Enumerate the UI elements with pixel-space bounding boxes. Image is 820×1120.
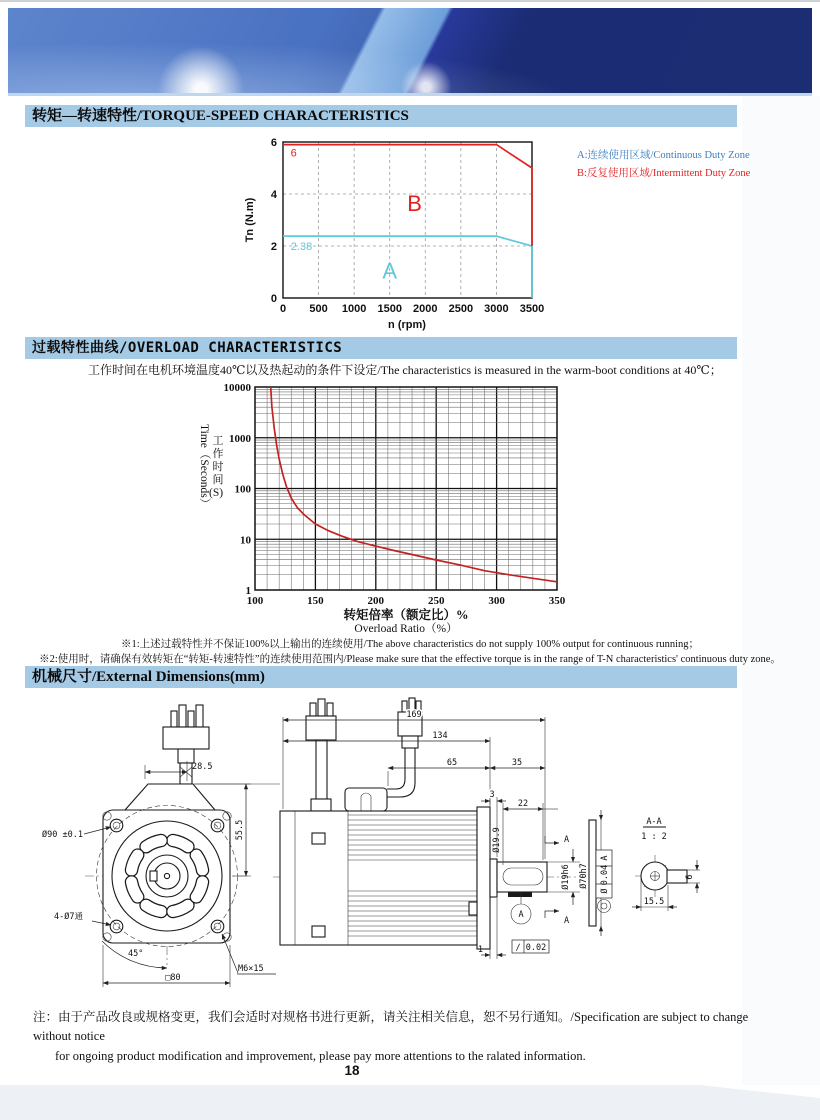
torque-xaxis-label: n (rpm) <box>388 319 426 331</box>
overload-condition-text: 工作时间在电机环境温度40℃以及热起动的条件下设定/The characteristics is measured in the warm-boot conditions at 40℃； <box>88 363 722 377</box>
x-tick-label: 100 <box>246 595 264 607</box>
front-view <box>42 705 280 987</box>
overload-note-2: ※2:使用时，请确保有效转矩在“转矩-转速特性”的连续使用范围内/Please make sure that the effective torque is in the range of T-N characteristics' continuous duty zone。 <box>39 654 781 665</box>
svg-text:作: 作 <box>212 448 224 460</box>
dim-169: 169 <box>406 710 422 720</box>
overload-curve <box>271 387 557 582</box>
x-tick-label: 1500 <box>377 303 402 315</box>
footer-note <box>33 1008 751 1066</box>
y-tick-label: 2 <box>270 241 277 253</box>
torque-chart-yticks <box>271 137 278 305</box>
dim-d19-9: Ø19.9 <box>492 827 502 853</box>
side-connector-left <box>306 699 336 811</box>
y-tick-label: 1 <box>245 585 251 597</box>
section-scale: 1 : 2 <box>641 832 667 842</box>
section-title-overload: 过载特性曲线/OVERLOAD CHARACTERISTICS <box>25 337 737 359</box>
motor-shaft <box>497 862 547 892</box>
overload-xaxis-label-cn: 转矩倍率（额定比）% <box>343 608 469 622</box>
motor-flange <box>477 807 490 949</box>
y-tick-label: 1000 <box>229 432 251 445</box>
y-tick-label: 100 <box>234 483 251 496</box>
runout-value: 0.02 <box>525 943 547 953</box>
x-tick-label: 300 <box>488 595 505 607</box>
x-tick-label: 1000 <box>341 303 367 315</box>
torque-chart-xticks <box>280 303 544 315</box>
series-line <box>283 236 532 298</box>
front-keyway <box>150 871 157 881</box>
front-cable-cover <box>125 784 215 810</box>
overload-chart <box>185 372 605 634</box>
x-tick-label: 2500 <box>448 303 474 315</box>
legend-continuous-zone: A:连续使用区域/Continuous Duty Zone <box>577 150 750 161</box>
side-view <box>273 698 612 959</box>
chart-annotation: B <box>407 190 422 216</box>
overload-yaxis-unit: (S) <box>209 487 224 499</box>
svg-text:时: 时 <box>212 461 224 473</box>
side-cable-cover <box>345 788 387 811</box>
x-tick-label: 0 <box>279 303 287 315</box>
chart-annotation: 6 <box>290 147 297 160</box>
datum-label: A <box>518 910 524 920</box>
x-tick-label: 2000 <box>413 303 438 315</box>
section-title-dimensions: 机械尺寸/External Dimensions(mm) <box>25 666 737 688</box>
page-top-rule <box>0 0 820 2</box>
y-tick-label: 10 <box>240 534 251 547</box>
flange-edge-view <box>578 810 612 936</box>
torque-chart-frame <box>283 142 532 298</box>
cut-label-bottom: A <box>564 916 570 926</box>
x-tick-label: 150 <box>307 595 324 607</box>
dim-1: 1 <box>477 945 483 955</box>
key-section <box>667 870 687 883</box>
tolerance-value: 0.04 <box>600 864 610 886</box>
dim-d19h6: Ø19h6 <box>561 864 571 890</box>
header-banner <box>8 8 812 96</box>
dim-65: 65 <box>446 758 458 768</box>
torque-chart-grid <box>283 142 532 298</box>
y-tick-label: 10000 <box>223 382 251 394</box>
dim-35: 35 <box>511 758 523 768</box>
cut-label-top: A <box>564 835 570 845</box>
dim-28-5: 28.5 <box>192 762 213 772</box>
datum-target-icon <box>598 900 611 913</box>
y-tick-label: 6 <box>270 137 277 149</box>
legend-intermittent-zone: B:反复使用区域/Intermittent Duty Zone <box>577 168 751 179</box>
svg-text:工: 工 <box>212 435 224 447</box>
footer-strip <box>0 1085 820 1120</box>
x-tick-label: 200 <box>367 595 385 607</box>
x-tick-label: 3000 <box>484 303 509 315</box>
overload-chart-xticks <box>247 595 566 607</box>
torque-chart-annotations <box>291 147 422 283</box>
x-tick-label: 500 <box>309 303 328 315</box>
footer-note-line2: for ongoing product modification and improvement, please pay more attentions to the ralated information. <box>55 1048 586 1063</box>
footer-note-prefix: 注： <box>33 1010 59 1024</box>
chart-annotation: A <box>382 258 398 284</box>
overload-yaxis-label-cn <box>213 434 224 486</box>
section-title-torque-speed: 转矩—转速特性/TORQUE-SPEED CHARACTERISTICS <box>25 105 737 127</box>
section-aa-view <box>632 817 700 911</box>
dim-15-5: 15.5 <box>643 897 665 907</box>
overload-chart-curve <box>271 387 557 582</box>
dim-6: 6 <box>685 874 695 880</box>
overload-note-1: ※1:上述过载特性并不保证100%以上输出的连续使用/The above characteristics do not supply 100% output for continuous running； <box>120 639 699 650</box>
dim-134: 134 <box>432 731 448 741</box>
chart-annotation: 2.38 <box>290 240 313 253</box>
x-tick-label: 250 <box>427 595 445 607</box>
dim-55-5: 55.5 <box>235 819 245 841</box>
dim-d70h7: Ø70h7 <box>579 863 589 889</box>
dim-45deg: 45° <box>128 949 144 959</box>
svg-text:间: 间 <box>212 474 224 486</box>
y-tick-label: 4 <box>270 189 277 201</box>
x-tick-label: 350 <box>548 595 566 607</box>
motor-body <box>280 811 477 945</box>
dim-4-d7: 4-Ø7通 <box>54 912 83 922</box>
torque-chart-series <box>283 145 532 298</box>
dimension-drawing <box>40 693 800 1005</box>
overload-chart-grid <box>255 387 557 590</box>
runout-symbol: ∕ <box>515 943 521 953</box>
dim-3: 3 <box>489 790 495 800</box>
overload-yaxis-label-en: Time（Seconds） <box>198 424 210 510</box>
dim-m6x15: M6×15 <box>238 964 264 974</box>
torque-yaxis-label: Tn (N.m) <box>244 197 256 243</box>
shaft-boss <box>490 859 497 897</box>
torque-speed-chart <box>230 128 560 333</box>
x-tick-label: 3500 <box>519 303 545 315</box>
dim-d90: Ø90 ±0.1 <box>42 830 83 840</box>
page-number: 18 <box>344 1063 360 1078</box>
shaft-key <box>508 892 532 897</box>
dim-sq80: □80 <box>165 973 181 983</box>
runout-tolerance-frame <box>512 940 549 953</box>
section-title: A-A <box>646 817 662 827</box>
y-tick-label: 0 <box>270 293 277 305</box>
overload-chart-yticks <box>224 382 252 597</box>
tolerance-diameter-symbol: Ø <box>600 888 610 894</box>
overload-xaxis-label-en: Overload Ratio（%） <box>354 623 458 634</box>
dim-22: 22 <box>517 799 529 809</box>
footer-note-line1: 由于产品改良或规格变更，我们会适时对规格书进行更新，请关注相关信息，恕不另行通知。/Specification are subject to change without notice <box>33 1010 749 1044</box>
tolerance-datum: A <box>600 855 610 861</box>
